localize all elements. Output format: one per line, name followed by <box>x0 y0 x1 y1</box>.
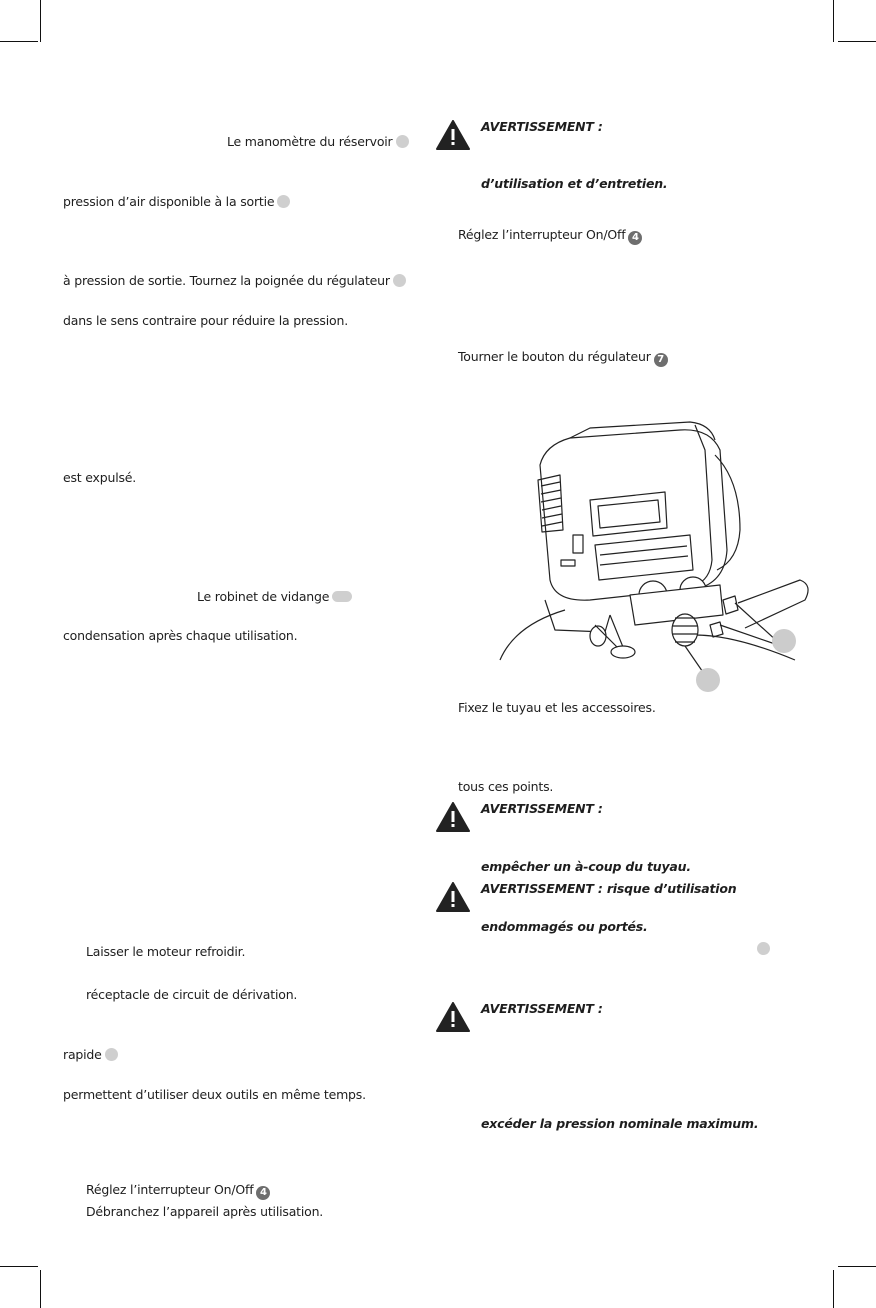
left-line: Le manomètre du réservoir <box>227 135 409 149</box>
left-line: est expulsé. <box>63 470 137 485</box>
callout-dot-icon <box>277 195 290 208</box>
number-badge: 4 <box>256 1186 270 1200</box>
left-line: Réglez l’interrupteur On/Off 4 <box>86 1183 270 1200</box>
callout-dot-icon <box>757 942 770 955</box>
warning-line: empêcher un à-coup du tuyau. <box>481 859 691 874</box>
crop-mark <box>838 41 876 42</box>
crop-mark <box>0 41 38 42</box>
callout-dot-icon <box>105 1048 118 1061</box>
left-line: à pression de sortie. Tournez la poignée du régulateur <box>63 274 406 288</box>
crop-mark <box>838 1266 876 1267</box>
callout-dot-icon <box>696 668 720 692</box>
left-line: Laisser le moteur refroidir. <box>86 944 246 959</box>
warning-line: endommagés ou portés. <box>481 919 648 934</box>
left-line: Débranchez l’appareil après utilisation. <box>86 1204 324 1219</box>
warning-line: excéder la pression nominale maximum. <box>481 1116 759 1131</box>
left-line: permettent d’utiliser deux outils en même temps. <box>63 1087 366 1102</box>
callout-pill-icon <box>332 591 352 602</box>
callout-dot-icon <box>393 274 406 287</box>
left-line: Le robinet de vidange <box>197 590 352 604</box>
warning-line: d’utilisation et d’entretien. <box>481 176 668 191</box>
warning-title: AVERTISSEMENT : <box>481 1001 603 1016</box>
number-badge: 4 <box>628 231 642 245</box>
crop-mark <box>40 0 41 42</box>
crop-mark <box>833 0 834 42</box>
number-badge: 7 <box>654 353 668 367</box>
left-line: condensation après chaque utilisation. <box>63 628 298 643</box>
right-line: Réglez l’interrupteur On/Off 4 <box>458 228 642 245</box>
warning-triangle-icon <box>436 120 470 150</box>
warning-triangle-icon <box>436 882 470 912</box>
crop-mark <box>833 1270 834 1308</box>
right-line: Tourner le bouton du régulateur 7 <box>458 350 668 367</box>
left-line: réceptacle de circuit de dérivation. <box>86 987 298 1002</box>
left-line: dans le sens contraire pour réduire la pression. <box>63 313 348 328</box>
right-line: tous ces points. <box>458 779 554 794</box>
crop-mark <box>0 1266 38 1267</box>
compressor-illustration <box>495 420 825 700</box>
warning-title: AVERTISSEMENT : <box>481 801 603 816</box>
warning-triangle-icon <box>436 1002 470 1032</box>
callout-dot-icon <box>772 629 796 653</box>
left-line: pression d’air disponible à la sortie <box>63 195 290 209</box>
warning-title: AVERTISSEMENT : risque d’utilisation <box>481 881 737 896</box>
warning-triangle-icon <box>436 802 470 832</box>
warning-title: AVERTISSEMENT : <box>481 119 603 134</box>
crop-mark <box>40 1270 41 1308</box>
callout-dot-icon <box>396 135 409 148</box>
left-line: rapide <box>63 1048 118 1062</box>
right-line: Fixez le tuyau et les accessoires. <box>458 700 656 715</box>
